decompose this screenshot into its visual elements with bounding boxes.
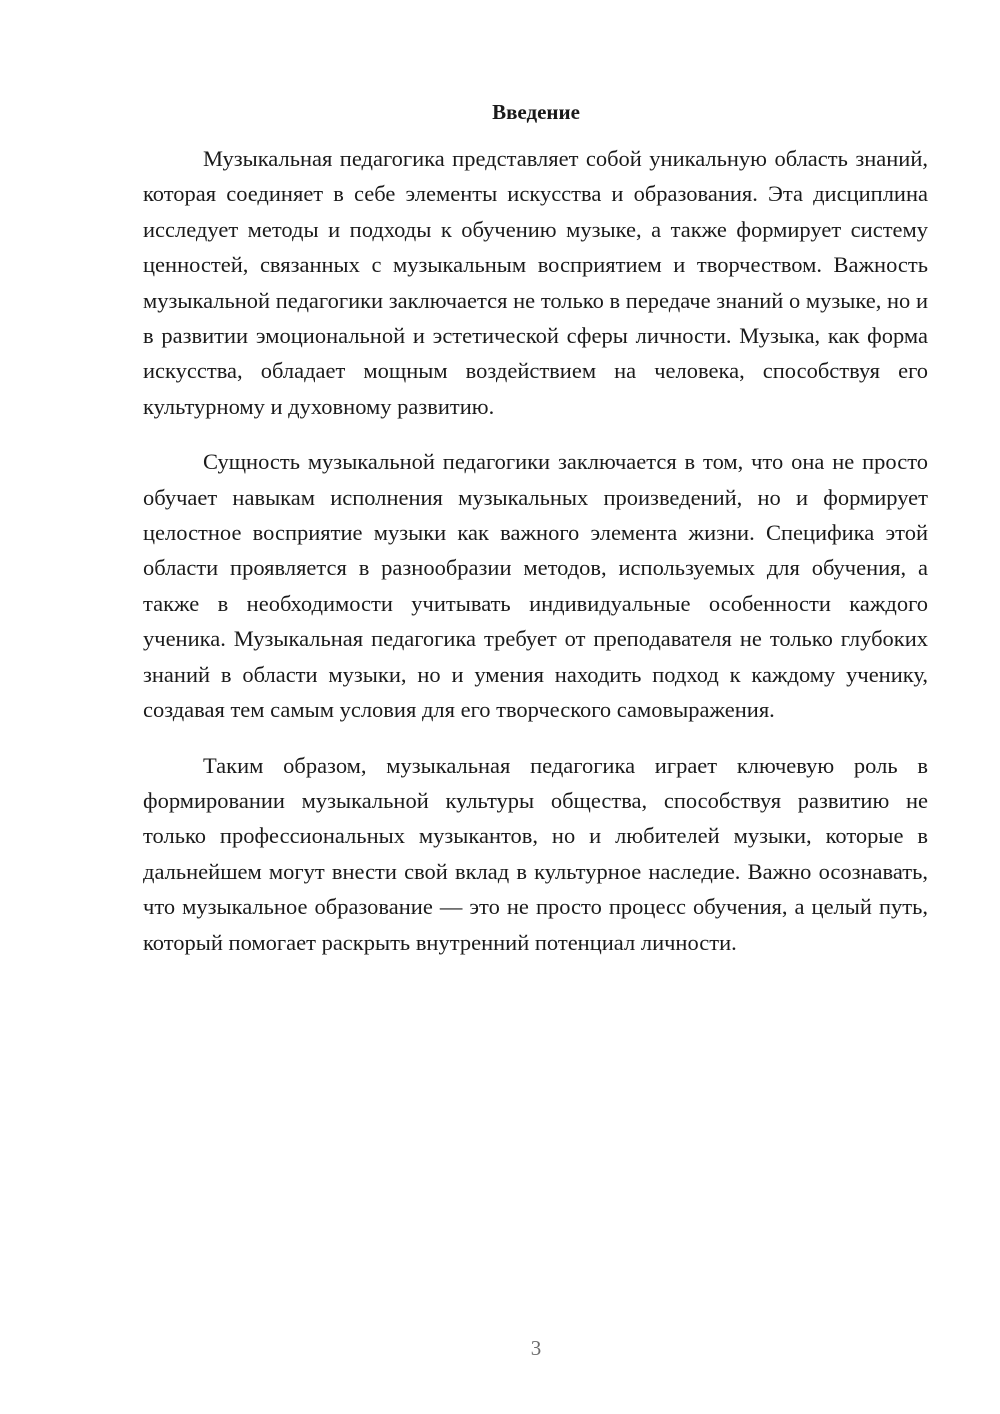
paragraph-3: Таким образом, музыкальная педагогика играет ключевую роль в формировании музыкальной культуры общества, способствуя развитию не только профессиональных музыкантов, но и любителей музыки, которые в дальнейшем могут внести свой вклад в культурное наследие. Важно осознавать, что музыкальное образование — это не просто процесс обучения, а целый путь, который помогает раскрыть внутренний потенциал личности. (143, 752, 928, 955)
paragraph-2: Сущность музыкальной педагогики заключается в том, что она не просто обучает навыкам исполнения музыкальных произведений, но и формирует целостное восприятие музыки как важного элемента жизни. Специфика этой области проявляется в разнообразии методов, используемых для обучения, а также в необходимости учитывать индивидуальные особенности каждого ученика. Музыкальная педагогика требует от преподавателя не только глубоких знаний в области музыки, но и умения находить подход к каждому ученику, создавая тем самым условия для его творческого самовыражения. (143, 449, 928, 723)
body-text (143, 141, 928, 980)
page-number: 3 (530, 1336, 542, 1360)
page-title: Введение (492, 100, 580, 124)
paragraph-1: Музыкальная педагогика представляет собой уникальную область знаний, которая соединяет в себе элементы искусства и образования. Эта дисциплина исследует методы и подходы к обучению музыке, а также формирует систему ценностей, связанных с музыкальным восприятием и творчеством. Важность музыкальной педагогики заключается не только в передаче знаний о музыке, но и в развитии эмоциональной и эстетической сферы личности. Музыка, как форма искусства, обладает мощным воздействием на человека, способствуя его культурному и духовному развитию. (143, 146, 928, 419)
